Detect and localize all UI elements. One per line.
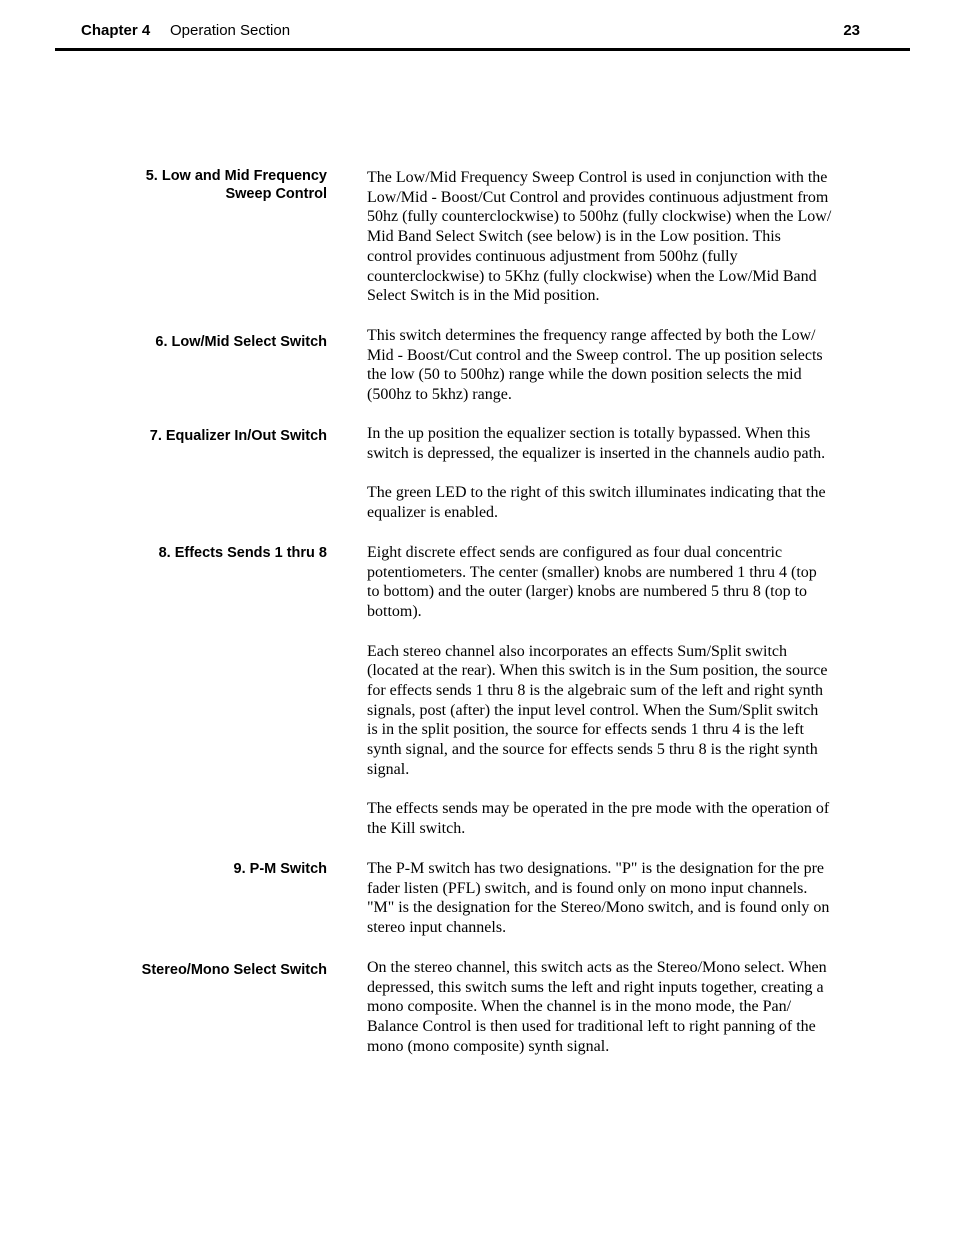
entry-heading [100, 334, 327, 352]
paragraph-line: fader listen (PFL) switch, and is found only on mono input channels. [367, 879, 808, 897]
paragraph-line: "M" is the designation for the Stereo/Mono switch, and is found only on [367, 899, 830, 917]
paragraph-line: switch is depressed, the equalizer is inserted in the channels audio path. [367, 444, 826, 462]
paragraph-line: Select Switch is in the Mid position. [367, 287, 600, 305]
entry-heading-line: 5. Low and Mid Frequency [145, 168, 327, 184]
paragraph-line: depressed, this switch sums the left and right inputs together, creating a [367, 978, 824, 996]
paragraph-line: The P-M switch has two designations. "P" is the designation for the pre [367, 860, 824, 877]
paragraph-line: This switch determines the frequency range affected by both the Low/ [367, 327, 816, 344]
paragraph-line: Low/Mid - Boost/Cut Control and provides continuous adjustment from [367, 188, 829, 206]
paragraph-line: is in the split position, the source for effects sends 1 thru 4 is the left [367, 721, 804, 739]
entry-heading-line: 7. Equalizer In/Out Switch [149, 428, 327, 444]
entry-heading-line: 9. P-M Switch [233, 861, 327, 877]
entry-paragraph [367, 958, 877, 1057]
entry-paragraph [367, 168, 877, 306]
entry-heading-line: 8. Effects Sends 1 thru 8 [158, 545, 327, 561]
paragraph-line: mono composite. When the channel is in the mono mode, the Pan/ [367, 998, 792, 1016]
paragraph-line: signal. [367, 760, 410, 778]
paragraph-line: control provides continuous adjustment from 500hz (fully [367, 247, 738, 265]
entry-paragraph [367, 799, 877, 838]
paragraph-line: Balance Control is then used for traditional left to right panning of the [367, 1018, 816, 1036]
paragraph-line: Eight discrete effect sends are configured as four dual concentric [367, 544, 783, 561]
paragraph-line: In the up position the equalizer section is totally bypassed. When this [367, 425, 811, 442]
paragraph-line: the Kill switch. [367, 819, 466, 837]
header-rule [55, 48, 910, 51]
paragraph-line: The Low/Mid Frequency Sweep Control is used in conjunction with the [367, 169, 828, 186]
paragraph-line: synth signal, and the source for effects sends 5 thru 8 is the right synth [367, 741, 818, 759]
paragraph-line: bottom). [367, 603, 422, 621]
paragraph-line: to bottom) and the outer (larger) knobs are numbered 5 thru 8 (top to [367, 583, 808, 601]
paragraph-line: 50hz (fully counterclockwise) to 500hz (fully clockwise) when the Low/ [367, 208, 832, 226]
paragraph-line: the low (50 to 500hz) range while the down position selects the mid [367, 366, 802, 384]
paragraph-line: equalizer is enabled. [367, 503, 499, 521]
page-number: 23 [843, 22, 860, 39]
page-header [56, 22, 910, 42]
section-title: Operation Section [170, 22, 291, 39]
entry-heading [100, 861, 327, 879]
paragraph-line: The effects sends may be operated in the pre mode with the operation of [367, 800, 830, 818]
entry-heading [100, 545, 327, 563]
entry-paragraph [367, 424, 877, 463]
entry-heading-line: Stereo/Mono Select Switch [141, 962, 327, 978]
paragraph-line: counterclockwise) to 5Khz (fully clockwise) when the Low/Mid Band [367, 267, 817, 285]
paragraph-line: for effects sends 1 thru 8 is the algebraic sum of the left and right synth [367, 681, 824, 699]
paragraph-line: The green LED to the right of this switch illuminates indicating that the [367, 484, 826, 502]
entry-paragraph [367, 859, 877, 938]
paragraph-line: (located at the rear). When this switch is in the Sum position, the source [367, 662, 828, 680]
chapter-label: Chapter 4 [81, 22, 151, 39]
entry-heading [100, 168, 327, 203]
entry-paragraph [367, 543, 877, 622]
paragraph-line: signals, post (after) the input level control. When the Sum/Split switch [367, 701, 819, 719]
entry-heading-line: Sweep Control [225, 185, 327, 202]
entry-paragraph [367, 483, 877, 522]
paragraph-line: (500hz to 5khz) range. [367, 386, 512, 404]
entry-heading-line: 6. Low/Mid Select Switch [155, 334, 327, 350]
entry-paragraph [367, 326, 877, 405]
entry-paragraph [367, 642, 877, 780]
paragraph-line: On the stereo channel, this switch acts as the Stereo/Mono select. When [367, 959, 827, 976]
paragraph-line: stereo input channels. [367, 919, 507, 937]
entry-heading [100, 428, 327, 446]
paragraph-line: Mid Band Select Switch (see below) is in the Low position. This [367, 228, 781, 246]
paragraph-line: Each stereo channel also incorporates an effects Sum/Split switch [367, 642, 788, 660]
paragraph-line: potentiometers. The center (smaller) knobs are numbered 1 thru 4 (top [367, 563, 817, 581]
paragraph-line: mono (mono composite) synth signal. [367, 1037, 610, 1055]
entry-heading [100, 962, 327, 980]
paragraph-line: Mid - Boost/Cut control and the Sweep control. The up position selects [367, 346, 823, 364]
